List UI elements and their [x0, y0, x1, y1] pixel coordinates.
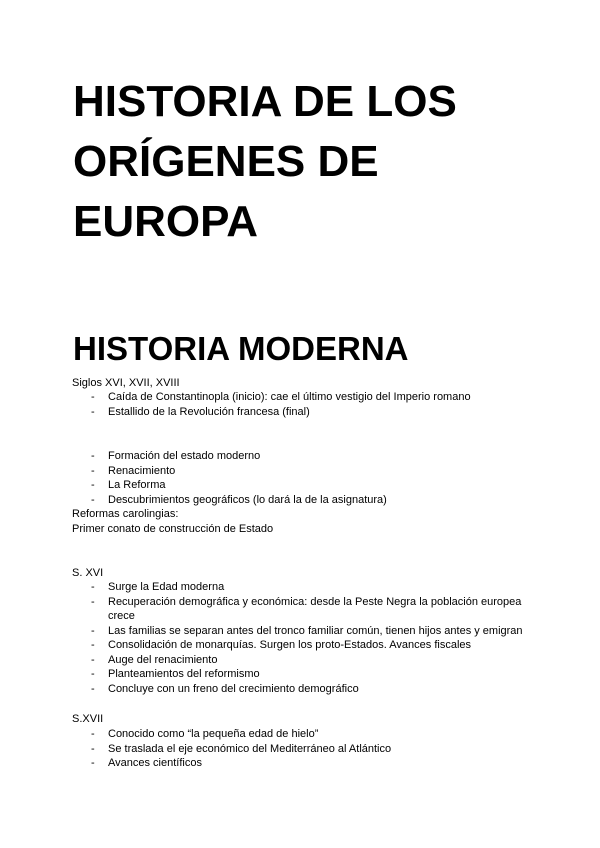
list-item: - Caída de Constantinopla (inicio): cae el último vestigio del Imperio romano — [91, 391, 471, 403]
document-title — [73, 72, 543, 252]
section-heading: HISTORIA MODERNA — [73, 330, 409, 367]
title-line: HISTORIA DE LOS — [73, 77, 457, 126]
list-item: - Recuperación demográfica y económica: desde la Peste Negra la población europea crece — [91, 595, 522, 622]
list-item: - Concluye con un freno del crecimiento demográfico — [91, 682, 359, 695]
title-line: ORÍGENES DE — [73, 137, 379, 186]
carolingian-text: Primer conato de construcción de Estado — [72, 523, 274, 535]
topics-list — [73, 449, 387, 507]
carolingian-label: Reformas carolingias: — [72, 508, 179, 520]
list-item: - Las familias se separan antes del tronco familiar común, tienen hijos antes y emigran — [91, 624, 523, 637]
list-item: - Avances científicos — [91, 757, 202, 769]
list-item: - Auge del renacimiento — [91, 653, 218, 666]
list-item: - La Reforma — [91, 479, 166, 491]
list-item: - Estallido de la Revolución francesa (final) — [91, 405, 310, 418]
list-item: - Consolidación de monarquías. Surgen los proto-Estados. Avances fiscales — [91, 639, 472, 651]
s16-list — [73, 580, 538, 696]
s17-label: S.XVII — [72, 713, 104, 725]
list-item: - Descubrimientos geográficos (lo dará la de la asignatura) — [91, 493, 387, 506]
list-item: - Renacimiento — [91, 464, 176, 477]
list-item: - Surge la Edad moderna — [91, 581, 225, 593]
list-item: - Conocido como “la pequeña edad de hielo” — [91, 728, 319, 740]
centuries-line: Siglos XVI, XVII, XVIII — [72, 377, 180, 389]
s17-list — [73, 727, 391, 771]
s16-label: S. XVI — [72, 567, 104, 579]
list-item: - Se traslada el eje económico del Mediterráneo al Atlántico — [91, 742, 392, 755]
list-item: - Formación del estado moderno — [91, 450, 261, 462]
centuries-list — [73, 390, 471, 419]
title-line: EUROPA — [73, 197, 258, 246]
list-item: - Planteamientos del reformismo — [91, 668, 260, 680]
